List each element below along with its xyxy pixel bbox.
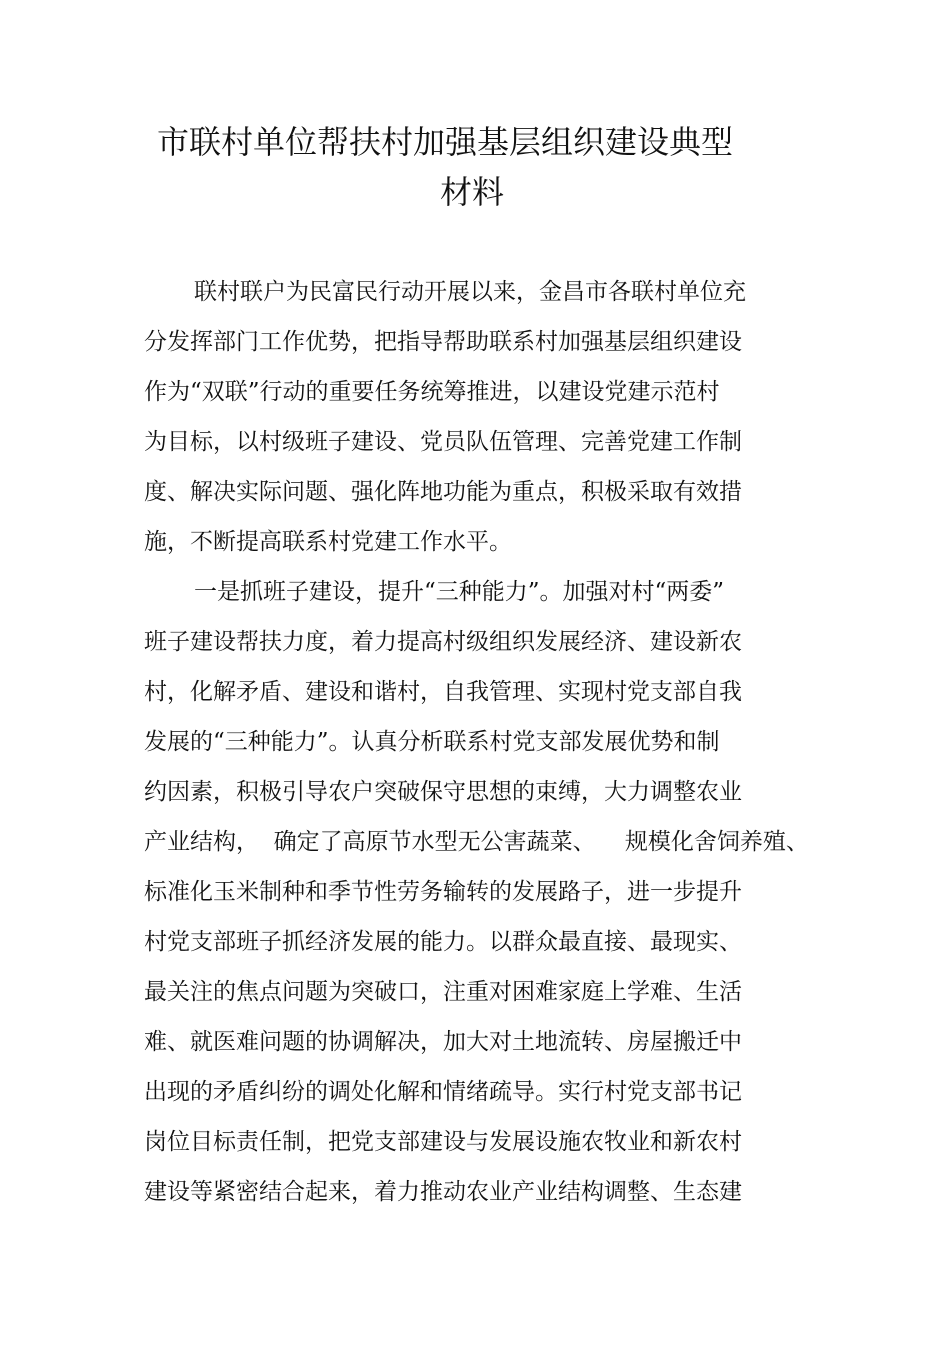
paragraph-line: 度、解决实际问题、强化阵地功能为重点，积极采取有效措 [144, 479, 742, 505]
paragraph-line: 施，不断提高联系村党建工作水平。 [144, 529, 512, 555]
paragraph-line: 村，化解矛盾、建设和谐村，自我管理、实现村党支部自我 [144, 679, 742, 705]
paragraph-line: 最关注的焦点问题为突破口，注重对困难家庭上学难、生活 [144, 979, 742, 1005]
paragraph-line: 作为“双联”行动的重要任务统筹推进，以建设党建示范村 [144, 379, 720, 405]
paragraph-line: 岗位目标责任制，把党支部建设与发展设施农牧业和新农村 [144, 1129, 742, 1155]
paragraph-line: 为目标，以村级班子建设、党员队伍管理、完善党建工作制 [144, 429, 742, 455]
paragraph-line: 班子建设帮扶力度，着力提高村级组织发展经济、建设新农 [144, 629, 742, 655]
document-title-line-2: 材料 [439, 173, 504, 211]
paragraph-line: 村党支部班子抓经济发展的能力。以群众最直接、最现实、 [144, 929, 742, 955]
document-title-line-1: 市联村单位帮扶村加强基层组织建设典型 [156, 123, 733, 161]
paragraph-line: 难、就医难问题的协调解决，加大对土地流转、房屋搬迁中 [144, 1029, 742, 1055]
paragraph-line: 标准化玉米制种和季节性劳务输转的发展路子，进一步提升 [144, 879, 742, 905]
paragraph-line: 联村联户为民富民行动开展以来，金昌市各联村单位充 [194, 279, 746, 305]
paragraph-line: 建设等紧密结合起来，着力推动农业产业结构调整、生态建 [144, 1179, 742, 1205]
paragraph-line: 约因素，积极引导农户突破保守思想的束缚，大力调整农业 [144, 779, 742, 805]
paragraph-line: 一是抓班子建设，提升“三种能力”。加强对村“两委” [194, 579, 725, 605]
paragraph-line: 出现的矛盾纠纷的调处化解和情绪疏导。实行村党支部书记 [144, 1079, 742, 1105]
paragraph-line: 分发挥部门工作优势，把指导帮助联系村加强基层组织建设 [144, 329, 742, 355]
paragraph-line: 发展的“三种能力”。认真分析联系村党支部发展优势和制 [144, 729, 720, 755]
paragraph-line: 产业结构， 确定了高原节水型无公害蔬菜、 规模化舍饲养殖、 [144, 829, 809, 855]
